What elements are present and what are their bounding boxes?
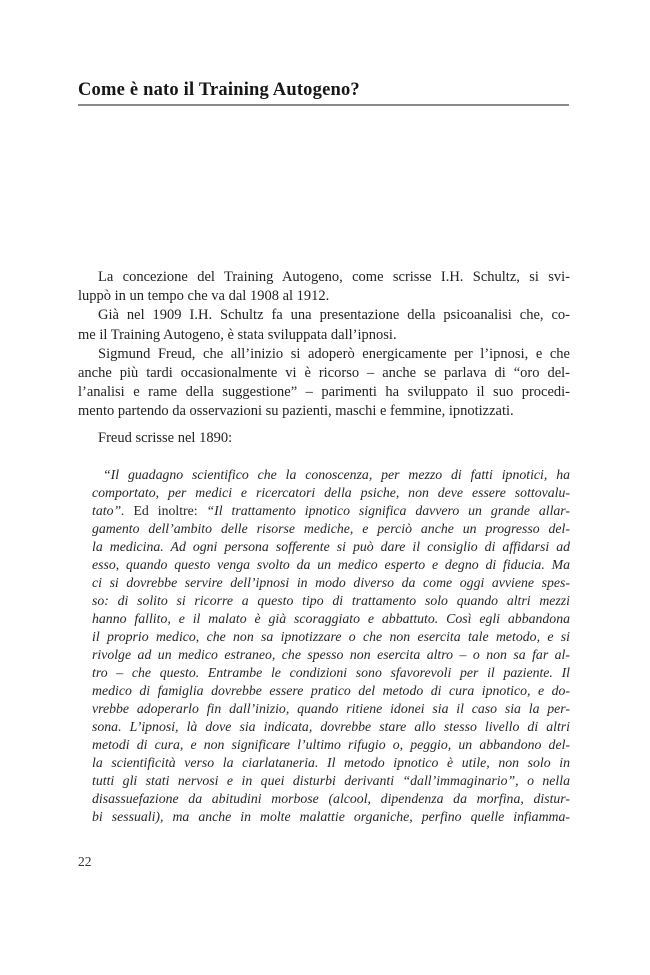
text-line xyxy=(78,429,570,448)
text-line xyxy=(92,610,570,628)
text-run: hanno fallito, e il malato è già scoraggiato e abbattuto. Così egli abbandona xyxy=(92,611,570,626)
text-run: la medicina. Ad ogni persona sofferente si può dare il consiglio di affidarsi ad xyxy=(92,539,570,554)
text-run: tutti gli stati nervosi e in quei disturbi derivanti “dall’immaginario”, o nella xyxy=(92,773,570,788)
text-run: Già nel 1909 I.H. Schultz fa una presentazione della psicoanalisi che, co- xyxy=(98,307,570,324)
text-run: l’analisi e rame della suggestione” – parimenti ha sviluppato il suo procedi- xyxy=(78,384,570,401)
page-title: Come è nato il Training Autogeno? xyxy=(78,80,360,100)
text-line xyxy=(92,700,570,718)
text-run: luppò in un tempo che va dal 1908 al 1912. xyxy=(78,288,330,305)
text-run: mento partendo da osservazioni su pazienti, maschi e femmine, ipnotizzati. xyxy=(78,403,514,420)
paragraph xyxy=(78,268,570,306)
text-line xyxy=(92,646,570,664)
text-line xyxy=(78,306,570,325)
text-line xyxy=(78,268,570,287)
text-run: Sigmund Freud, che all’inizio si adoperò energicamente per l’ipnosi, e che xyxy=(98,345,570,362)
text-line xyxy=(92,628,570,646)
page-number: 22 xyxy=(78,854,92,869)
text-run: anche più tardi occasionalmente vi è ricorso – anche se parlava di “oro del- xyxy=(78,365,570,382)
text-run: il proprio medico, che non sa ipnotizzare o che non esercita tale metodo, e si xyxy=(92,629,570,644)
text-line xyxy=(92,556,570,574)
text-run: esso, quando questo venga svolto da un medico esperto e degno di fiducia. Ma xyxy=(92,557,570,572)
text-line xyxy=(92,592,570,610)
text-line xyxy=(92,520,570,538)
text-run: tato”. xyxy=(92,503,134,518)
text-run: bi sessuali), ma anche in molte malattie organiche, perfino quelle infiamma- xyxy=(92,809,570,824)
paragraph xyxy=(78,306,570,344)
text-line xyxy=(92,790,570,808)
text-line xyxy=(92,466,570,484)
text-run: gamento dell’ambito delle risorse mediche, e perciò anche un progresso del- xyxy=(92,521,570,536)
paragraph xyxy=(78,345,570,422)
text-line xyxy=(92,502,570,520)
text-run: sona. L’ipnosi, là dove sia indicata, dovrebbe stare allo stesso livello di altri xyxy=(92,719,570,734)
text-run: vrebbe adoperarlo fin dall’inizio, quando ritiene idonei sia il caso sia la per- xyxy=(92,701,570,716)
text-line xyxy=(92,538,570,556)
text-line xyxy=(92,718,570,736)
text-line xyxy=(78,326,570,345)
text-run: Freud scrisse nel 1890: xyxy=(98,429,233,446)
text-line xyxy=(92,808,570,826)
freud-quote-block xyxy=(92,466,570,826)
text-run: tro – che questo. Entrambe le condizioni sono sfavorevoli per il paziente. Il xyxy=(92,665,570,680)
text-run: la scientificità verso la ciarlataneria. Il metodo ipnotico è utile, non solo in xyxy=(92,755,570,770)
text-run: medico di famiglia dovrebbe essere pratico del metodo di cura ipnotico, e do- xyxy=(92,683,570,698)
text-line xyxy=(78,287,570,306)
text-run: disassuefazione da abitudini morbose (alcool, dipendenza da morfina, distur- xyxy=(92,791,570,806)
text-run: me il Training Autogeno, è stata sviluppata dall’ipnosi. xyxy=(78,326,397,343)
text-line xyxy=(92,754,570,772)
paragraph xyxy=(78,429,570,448)
text-run: rivolge ad un medico estraneo, che spesso non esercita altro – o non sa far al- xyxy=(92,647,570,662)
text-run: metodi di cura, e non significare l’ultimo rifugio o, peggio, un abbandono del- xyxy=(92,737,570,752)
text-run: ci si dovrebbe servire dell’ipnosi in modo diverso da come oggi avviene spes- xyxy=(92,575,570,590)
text-run: comportato, per medici e ricercatori della psiche, non deve essere sottovalu- xyxy=(92,485,570,500)
text-line xyxy=(92,574,570,592)
text-run: Ed inoltre: xyxy=(133,503,207,518)
text-line xyxy=(78,383,570,402)
text-line xyxy=(92,484,570,502)
text-line xyxy=(92,736,570,754)
chapter-header xyxy=(78,79,569,106)
text-line xyxy=(78,345,570,364)
text-line xyxy=(92,772,570,790)
text-run: so: di solito si ricorre a questo tipo di trattamento solo quando altri mezzi xyxy=(92,593,570,608)
text-line xyxy=(78,364,570,383)
text-line xyxy=(92,682,570,700)
text-line xyxy=(78,402,570,421)
text-run: “Il guadagno scientifico che la conoscenza, per mezzo di fatti ipnotici, ha xyxy=(103,467,570,482)
text-line xyxy=(92,664,570,682)
body-text xyxy=(78,268,570,448)
text-run: La concezione del Training Autogeno, come scrisse I.H. Schultz, si svi- xyxy=(98,269,570,285)
text-run: “Il trattamento ipnotico significa davvero un grande allar- xyxy=(206,503,570,518)
